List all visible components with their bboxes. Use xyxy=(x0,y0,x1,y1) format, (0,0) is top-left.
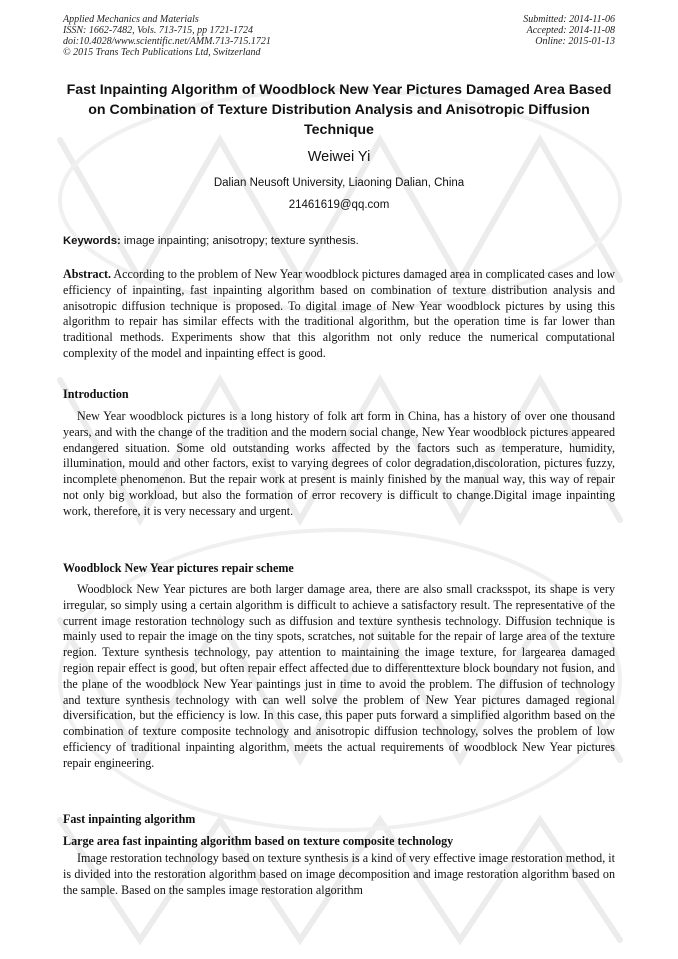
keywords xyxy=(63,235,359,247)
section-heading-repair-scheme: Woodblock New Year pictures repair scheme xyxy=(63,561,294,575)
section-heading-fast-inpainting: Fast inpainting algorithm xyxy=(63,812,196,826)
keywords-label: Keywords: xyxy=(63,235,121,247)
abstract xyxy=(63,267,615,362)
large-area-paragraph: Image restoration technology based on texture synthesis is a kind of very effective image restoration method, it is divided into the restoration algorithm based on image decomposition and image restoration algorithm based on the sample. Based on the samples image restoration algorithm xyxy=(63,851,615,897)
author-name: Weiwei Yi xyxy=(307,149,371,165)
author-email: 21461619@qq.com xyxy=(288,199,390,211)
introduction-paragraph: New Year woodblock pictures is a long history of folk art form in China, has a history of over one thousand years, and with the change of the tradition and the modern social change, New Year woodblock pictures appeared endangered situation. Some old outstanding works affected by the factors such as temperature, humidity, illumination, mould and other factors, exist to varying degrees of color degradation,discoloration, pictures fuzzy, incomplete phenomenon. But the repair work at present is mainly finished by the manual way, this way of repair not only big workload, but also the formation of error recovery is difficult to change.Digital image inpainting work, therefore, it is very necessary and urgent. xyxy=(63,409,615,518)
journal-header-right xyxy=(523,14,615,47)
copyright-line: © 2015 Trans Tech Publications Ltd, Switzerland xyxy=(63,47,261,58)
issn-line: ISSN: 1662-7482, Vols. 713-715, pp 1721-1724 xyxy=(63,25,253,36)
submitted-date: Submitted: 2014-11-06 xyxy=(523,14,615,25)
accepted-date: Accepted: 2014-11-08 xyxy=(526,25,615,36)
keywords-text: image inpainting; anisotropy; texture synthesis. xyxy=(123,235,359,247)
subsection-heading-large-area: Large area fast inpainting algorithm based on texture composite technology xyxy=(63,834,454,848)
abstract-text: According to the problem of New Year woodblock pictures damaged area in complicated cases and low efficiency of inpainting, fast inpainting algorithm based on combination of texture distribution analysis and anisotropic diffusion technique is proposed. To digital image of New Year woodblock pictures by using this algorithm to repair has similar effects with the traditional algorithm, but the operation time is far lower than traditional methods. Experiments show that this algorithm not only reduce the numerical computational complexity of the model and inpainting effect is good. xyxy=(63,267,615,360)
repair-scheme-paragraph: Woodblock New Year pictures are both larger damage area, there are also small cracksspot, its shape is very irregular, so simply using a certain algorithm is difficult to achieve a satisfactory result. The representative of the current image restoration technology such as diffusion and texture synthesis technology. Diffusion technique is mainly used to repair the image on the tiny spots, scratches, not suitable for the repair of large area of the texture region. Texture synthesis technology, pay attention to maintaining the image texture, for largearea damaged region repair effect is good, but often repair effect affected due to differenttexture block boundary not fusion, and the plane of the woodblock New Year paintings just in time to avoid the problem. The diffusion of technology and texture synthesis technology with can well solve the problem of New Year pictures damaged regional diversification, but the efficiency is low. In this case, this paper puts forward a simplified algorithm based on the combination of texture composite technology and anisotropic diffusion technology, solves the problem of low efficiency of traditional inpainting algorithm, meets the actual requirements of woodblock New Year pictures repair engineering. xyxy=(63,582,615,770)
journal-header-left xyxy=(63,14,271,58)
doi-line: doi:10.4028/www.scientific.net/AMM.713-715.1721 xyxy=(63,36,271,47)
abstract-label: Abstract. xyxy=(63,267,112,281)
journal-name: Applied Mechanics and Materials xyxy=(63,14,199,25)
online-date: Online: 2015-01-13 xyxy=(535,36,615,47)
author-affiliation: Dalian Neusoft University, Liaoning Dalian, China xyxy=(213,177,465,189)
section-heading-introduction: Introduction xyxy=(63,387,129,401)
paper-title: Fast Inpainting Algorithm of Woodblock New Year Pictures Damaged Area Based on Combination of Texture Distribution Analysis and Anisotropic Diffusion Technique xyxy=(66,82,612,138)
